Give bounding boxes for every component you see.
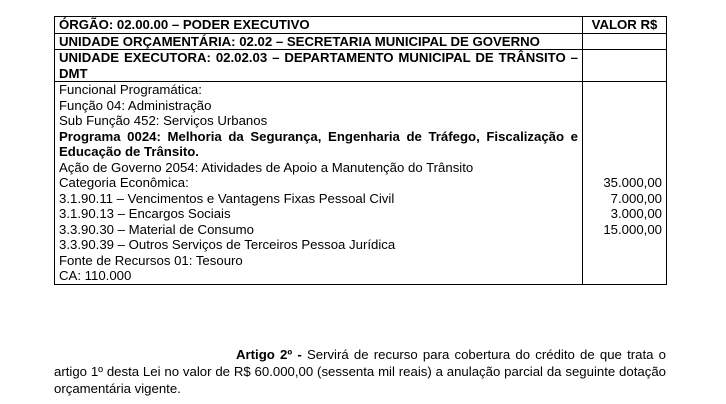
orgao-header: ÓRGÃO: 02.00.00 – PODER EXECUTIVO: [55, 17, 583, 34]
acao-governo: Ação de Governo 2054: Atividades de Apoio a Manutenção do Trânsito: [59, 159, 474, 175]
item-value: 7.000,00: [610, 190, 662, 206]
table-body-row: [55, 82, 667, 285]
unidade-orcamentaria-value: [583, 33, 667, 50]
item-label: 3.3.90.39 – Outros Serviços de Terceiros Pessoa Jurídica: [59, 237, 396, 252]
article-text: Servirá de recurso para cobertura do crédito de que trata o artigo 1º desta Lei no valor de R$ 60.000,00 (sessenta mil reais) a anulação parcial da seguinte dotação orçamentária vigente.: [54, 347, 666, 396]
item-value: 15.000,00: [603, 221, 662, 237]
unidade-executora-row: [55, 50, 667, 82]
funcao: Função 04: Administração: [59, 97, 212, 113]
ca-value: CA: 110.000: [59, 268, 132, 283]
programa: Programa 0024: Melhoria da Segurança, Engenharia de Tráfego, Fiscalização e Educação de Trânsito.: [59, 128, 578, 159]
table-header-row: [55, 17, 667, 34]
article-paragraph: [54, 346, 666, 397]
funcional-programatica: Funcional Programática:: [59, 82, 202, 97]
fonte-recursos: Fonte de Recursos 01: Tesouro: [59, 252, 243, 268]
values-cell: [583, 82, 667, 285]
item-value: 3.000,00: [610, 206, 662, 221]
valor-header: VALOR R$: [583, 17, 667, 34]
detail-cell: [55, 82, 583, 285]
unidade-executora: UNIDADE EXECUTORA: 02.02.03 – DEPARTAMENTO MUNICIPAL DE TRÂNSITO – DMT: [55, 50, 583, 82]
unidade-orcamentaria-row: [55, 33, 667, 50]
categoria-total-value: 35.000,00: [603, 175, 662, 190]
unidade-orcamentaria: UNIDADE ORÇAMENTÁRIA: 02.02 – SECRETARIA MUNICIPAL DE GOVERNO: [55, 33, 583, 50]
item-label: 3.1.90.13 – Encargos Sociais: [59, 206, 231, 221]
item-label: 3.3.90.30 – Material de Consumo: [59, 221, 254, 237]
unidade-executora-value: [583, 50, 667, 82]
item-label: 3.1.90.11 – Vencimentos e Vantagens Fixas Pessoal Civil: [59, 190, 395, 206]
subfuncao: Sub Função 452: Serviços Urbanos: [59, 113, 268, 128]
budget-table: [54, 16, 667, 285]
article-label: Artigo 2º -: [236, 347, 302, 362]
categoria-economica: Categoria Econômica:: [59, 175, 189, 190]
